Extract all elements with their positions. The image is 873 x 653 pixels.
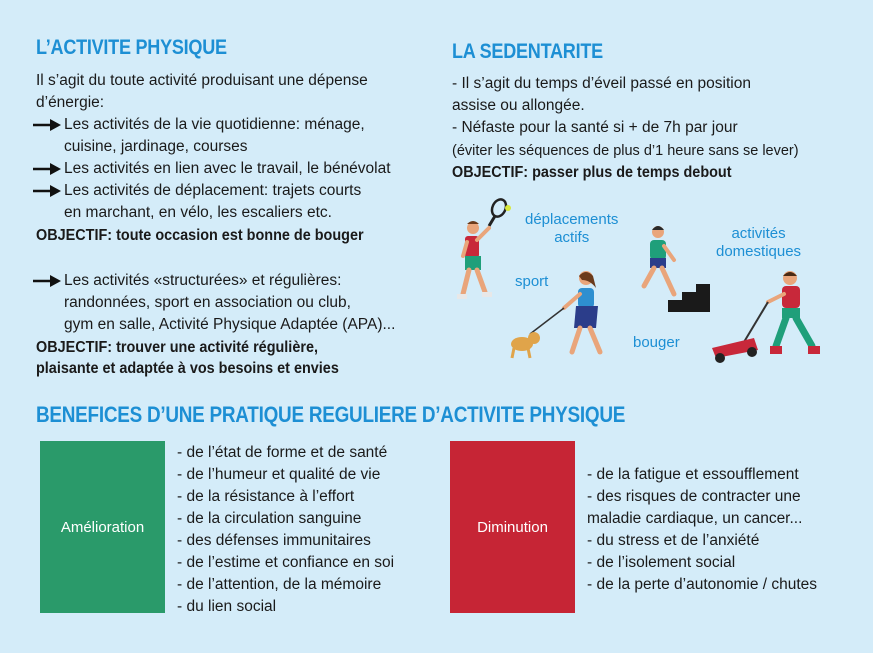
label-bouger: bouger	[633, 334, 680, 351]
lawn-mower-icon	[708, 268, 828, 364]
list-item: - des défenses immunitaires	[177, 532, 371, 549]
diminution-box	[450, 441, 575, 613]
arrow-right-icon	[33, 185, 61, 197]
sedentarite-line3: - Néfaste pour la santé si + de 7h par jour	[452, 119, 738, 136]
list-item: - de l’estime et confiance en soi	[177, 554, 395, 571]
activite-item3-line2: en marchant, en vélo, les escaliers etc.	[64, 204, 332, 221]
activite-item4-line3: gym en salle, Activité Physique Adaptée (APA)...	[64, 316, 396, 333]
label-sport: sport	[515, 273, 549, 290]
list-item: - des risques de contracter une	[587, 488, 801, 505]
list-item: maladie cardiaque, un cancer...	[587, 510, 803, 527]
activite-item1-line1: Les activités de la vie quotidienne: ménage,	[64, 116, 365, 133]
list-item: - de l’attention, de la mémoire	[177, 576, 382, 593]
sedentarite-objectif: OBJECTIF: passer plus de temps debout	[452, 164, 732, 181]
activite-objectif2-line1: OBJECTIF: trouver une activité régulière,	[36, 339, 318, 356]
activite-item4-line2: randonnées, sport en association ou club,	[64, 294, 351, 311]
diminution-label: Diminution	[477, 518, 548, 536]
label-activites-domestiques: activités domestiques	[716, 225, 802, 260]
activite-objectif1: OBJECTIF: toute occasion est bonne de bouger	[36, 227, 364, 244]
sedentarite-line2: assise ou allongée.	[452, 97, 585, 114]
amelioration-list	[177, 442, 394, 618]
activite-intro-line1: Il s’agit du toute activité produisant une dépense	[36, 72, 368, 89]
list-item: - de l’humeur et qualité de vie	[177, 466, 381, 483]
arrow-right-icon	[33, 275, 61, 287]
benefices-title: BENEFICES D’UNE PRATIQUE REGULIERE D’ACTIVITE PHYSIQUE	[36, 402, 626, 427]
list-item: - de la résistance à l’effort	[177, 488, 355, 505]
arrow-right-icon	[33, 163, 61, 175]
sedentarite-title: LA SEDENTARITE	[452, 40, 603, 63]
activite-item4-line1: Les activités «structurées» et régulières:	[64, 272, 342, 289]
list-item: - de l’isolement social	[587, 554, 736, 571]
amelioration-box	[40, 441, 165, 613]
activite-objectif2-line2: plaisante et adaptée à vos besoins et envies	[36, 360, 339, 377]
diminution-list	[587, 464, 817, 596]
list-item: - de la circulation sanguine	[177, 510, 362, 527]
activite-item2: Les activités en lien avec le travail, le bénévolat	[64, 160, 391, 177]
walking-dog-icon	[500, 268, 612, 364]
activite-title: L’ACTIVITE PHYSIQUE	[36, 36, 227, 59]
list-item: - de la fatigue et essoufflement	[587, 466, 799, 483]
sedentarite-line1: - Il s’agit du temps d’éveil passé en position	[452, 75, 751, 92]
activite-item3-line1: Les activités de déplacement: trajets courts	[64, 182, 362, 199]
arrow-right-icon	[33, 119, 61, 131]
list-item: - du stress et de l’anxiété	[587, 532, 760, 549]
list-item: - de la perte d’autonomie / chutes	[587, 576, 818, 593]
amelioration-label: Amélioration	[60, 518, 145, 536]
list-item: - du lien social	[177, 598, 277, 615]
activite-intro-line2: d’énergie:	[36, 94, 105, 111]
sedentarite-line4: (éviter les séquences de plus d’1 heure sans se lever)	[452, 143, 799, 159]
activite-item1-line2: cuisine, jardinage, courses	[64, 138, 248, 155]
list-item: - de l’état de forme et de santé	[177, 444, 388, 461]
label-deplacements: déplacements actifs	[525, 211, 619, 246]
